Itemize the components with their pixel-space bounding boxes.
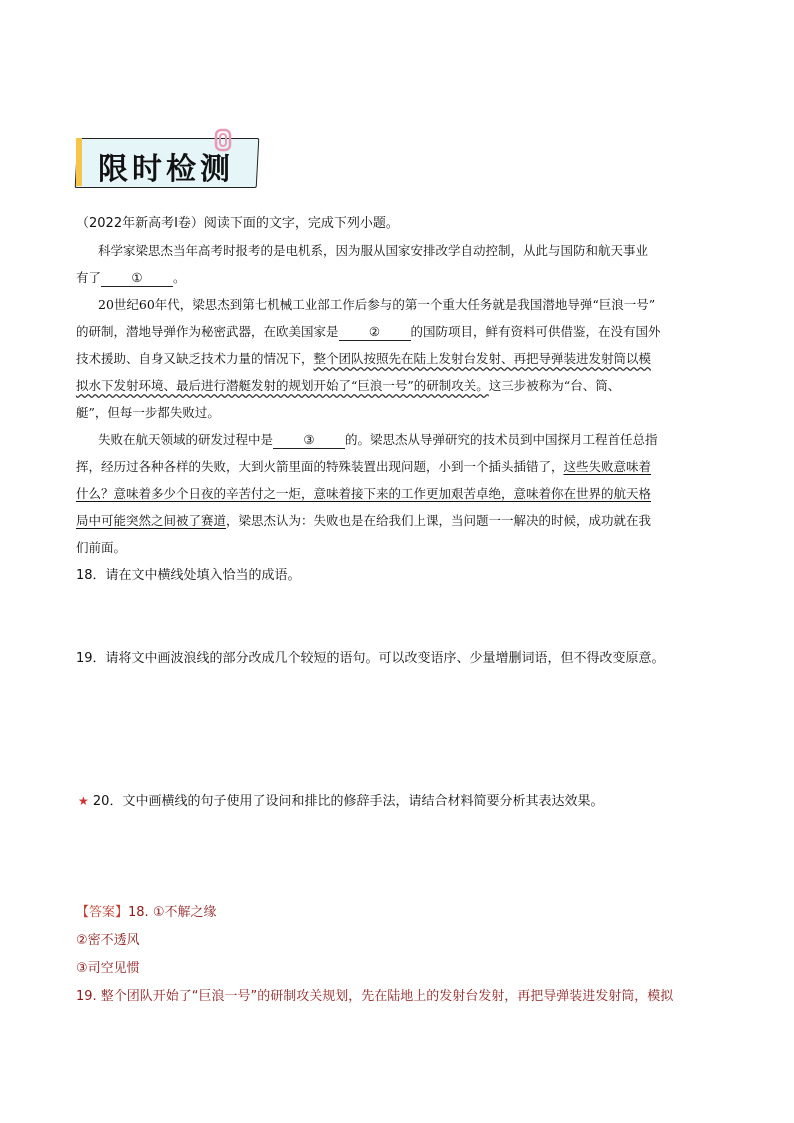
- answer-18-1: 18. ①不解之缘: [128, 905, 217, 920]
- p3-line1: [98, 432, 658, 449]
- p1-line2-pre: 有了: [76, 270, 102, 285]
- question-20: [78, 793, 603, 810]
- p3-line2-pre: 挥，经历过各种各样的失败，大到火箭里面的特殊装置出现问题，小到一个插头插错了，: [76, 459, 564, 474]
- p3-line5: 们前面。: [76, 540, 127, 555]
- blank-1: ①: [101, 270, 173, 287]
- p2-line1: 20世纪60年代，梁思杰到第七机械工业部工作后参与的第一个重大任务就是我国潜地导弹“巨浪一号”: [98, 297, 656, 312]
- answer-line1: [76, 905, 216, 921]
- section-banner: [76, 128, 262, 188]
- banner-accent: [76, 138, 82, 186]
- p3-line1-post: 的。梁思杰从导弹研究的技术员到中国探月工程首任总指: [345, 432, 658, 447]
- p3-line4-post: ，梁思杰认为：失败也是在给我们上课，当问题一一解决的时候，成功就在我: [226, 513, 652, 528]
- p3-line2: [76, 459, 651, 475]
- underlined-text-2: 什么？意味着多少个日夜的辛苦付之一炬，意味着接下来的工作更加艰苦卓绝，意味着你在世界的航天格: [76, 486, 652, 501]
- wavy-text-1: 整个团队按照先在陆上发射台发射、再把导弹装进发射筒以模: [313, 351, 652, 366]
- p2-line3-pre: 技术援助、自身又缺乏技术力量的情况下，: [76, 351, 314, 366]
- question-18: 18．请在文中横线处填入恰当的成语。: [76, 568, 301, 583]
- underlined-text-1: 这些失败意味着: [563, 459, 652, 474]
- answer-18-3: ③司空见惯: [76, 961, 140, 976]
- p3-line1-pre: 失败在航天领域的研发过程中是: [98, 432, 274, 447]
- p2-line2-post: 的国防项目，鲜有资料可供借鉴，在没有国外: [410, 324, 661, 339]
- p2-line2-pre: 的研制，潜地导弹作为秘密武器，在欧美国家是: [76, 324, 339, 339]
- p1-line2-post: 。: [173, 270, 186, 285]
- p2-line4: [76, 378, 620, 394]
- wavy-text-2: 拟水下发射环境、最后进行潜艇发射的规划开始了“巨浪一号”的研制攻关。: [76, 378, 489, 393]
- underlined-text-3: 局中可能突然之间被了赛道: [76, 513, 227, 528]
- answer-tag: 【答案】: [76, 905, 129, 920]
- answer-18-2: ②密不透风: [76, 933, 140, 948]
- p2-line4-post: 这三步被称为“台、筒、: [488, 378, 621, 393]
- intro-line: （2022年新高考Ⅰ卷）阅读下面的文字，完成下列小题。: [76, 216, 399, 231]
- p2-line3: [76, 351, 651, 367]
- banner-title: 限时检测: [98, 152, 234, 187]
- p2-line2: [76, 324, 661, 341]
- star-icon: ★: [78, 794, 89, 808]
- p1-line1: 科学家梁思杰当年高考时报考的是电机系，因为服从国家安排改学自动控制，从此与国防和航天事业: [98, 243, 649, 258]
- answer-19: 19. 整个团队开始了“巨浪一号”的研制攻关规划，先在陆地上的发射台发射，再把导弹装进发射筒，模拟: [76, 989, 674, 1004]
- p3-line3: [76, 486, 651, 502]
- question-19: 19．请将文中画波浪线的部分改成几个较短的语句。可以改变语序、少量增删词语，但不得改变原意。: [76, 651, 665, 666]
- blank-2: ②: [339, 324, 411, 341]
- p3-line4: [76, 513, 651, 529]
- p1-line2: [76, 270, 186, 287]
- blank-3: ③: [273, 432, 345, 449]
- p2-line5: 艇”，但每一步都失败过。: [76, 405, 220, 420]
- question-20-text: 20．文中画横线的句子使用了设问和排比的修辞手法，请结合材料简要分析其表达效果。: [92, 794, 604, 809]
